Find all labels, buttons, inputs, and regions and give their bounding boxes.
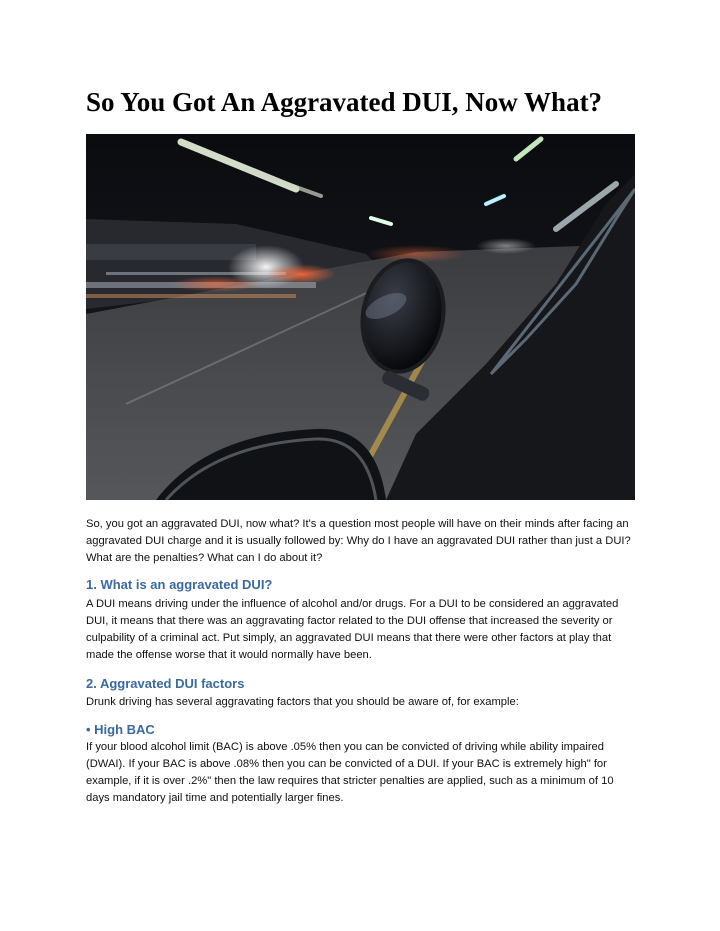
section-paragraph: If your blood alcohol limit (BAC) is above .05% then you can be convicted of driving while ability impaired (DWAI). If your BAC is above .08% then you can be convicted of a DUI. If your BAC is extremely high" for example, if it is over .2%" then the law requires that stricter penalties are applied, such as a minimum of 10 days mandatory jail time and potentially larger fines. <box>86 741 614 804</box>
section-heading: 2. Aggravated DUI factors <box>86 676 245 691</box>
section-paragraph: Drunk driving has several aggravating factors that you should be aware of, for example: <box>86 696 519 708</box>
section-heading: 1. What is an aggravated DUI? <box>86 577 273 592</box>
section-paragraph: A DUI means driving under the influence of alcohol and/or drugs. For a DUI to be considered an aggravated DUI, it means that there was an aggravating factor related to the DUI offense that increased the severity or culpability of a criminal act. Put simply, an aggravated DUI means that there were other factors at play that made the offense worse that it would normally have been. <box>86 598 619 661</box>
article-title: So You Got An Aggravated DUI, Now What? <box>86 87 603 117</box>
night-driving-photo <box>86 134 635 500</box>
intro-paragraph: So, you got an aggravated DUI, now what? It's a question most people will have on their minds after facing an aggravated DUI charge and it is usually followed by: Why do I have an aggravated DUI rather than just a DUI? What are the penalties? What can I do about it? <box>86 518 631 564</box>
section-heading: • High BAC <box>86 722 155 737</box>
